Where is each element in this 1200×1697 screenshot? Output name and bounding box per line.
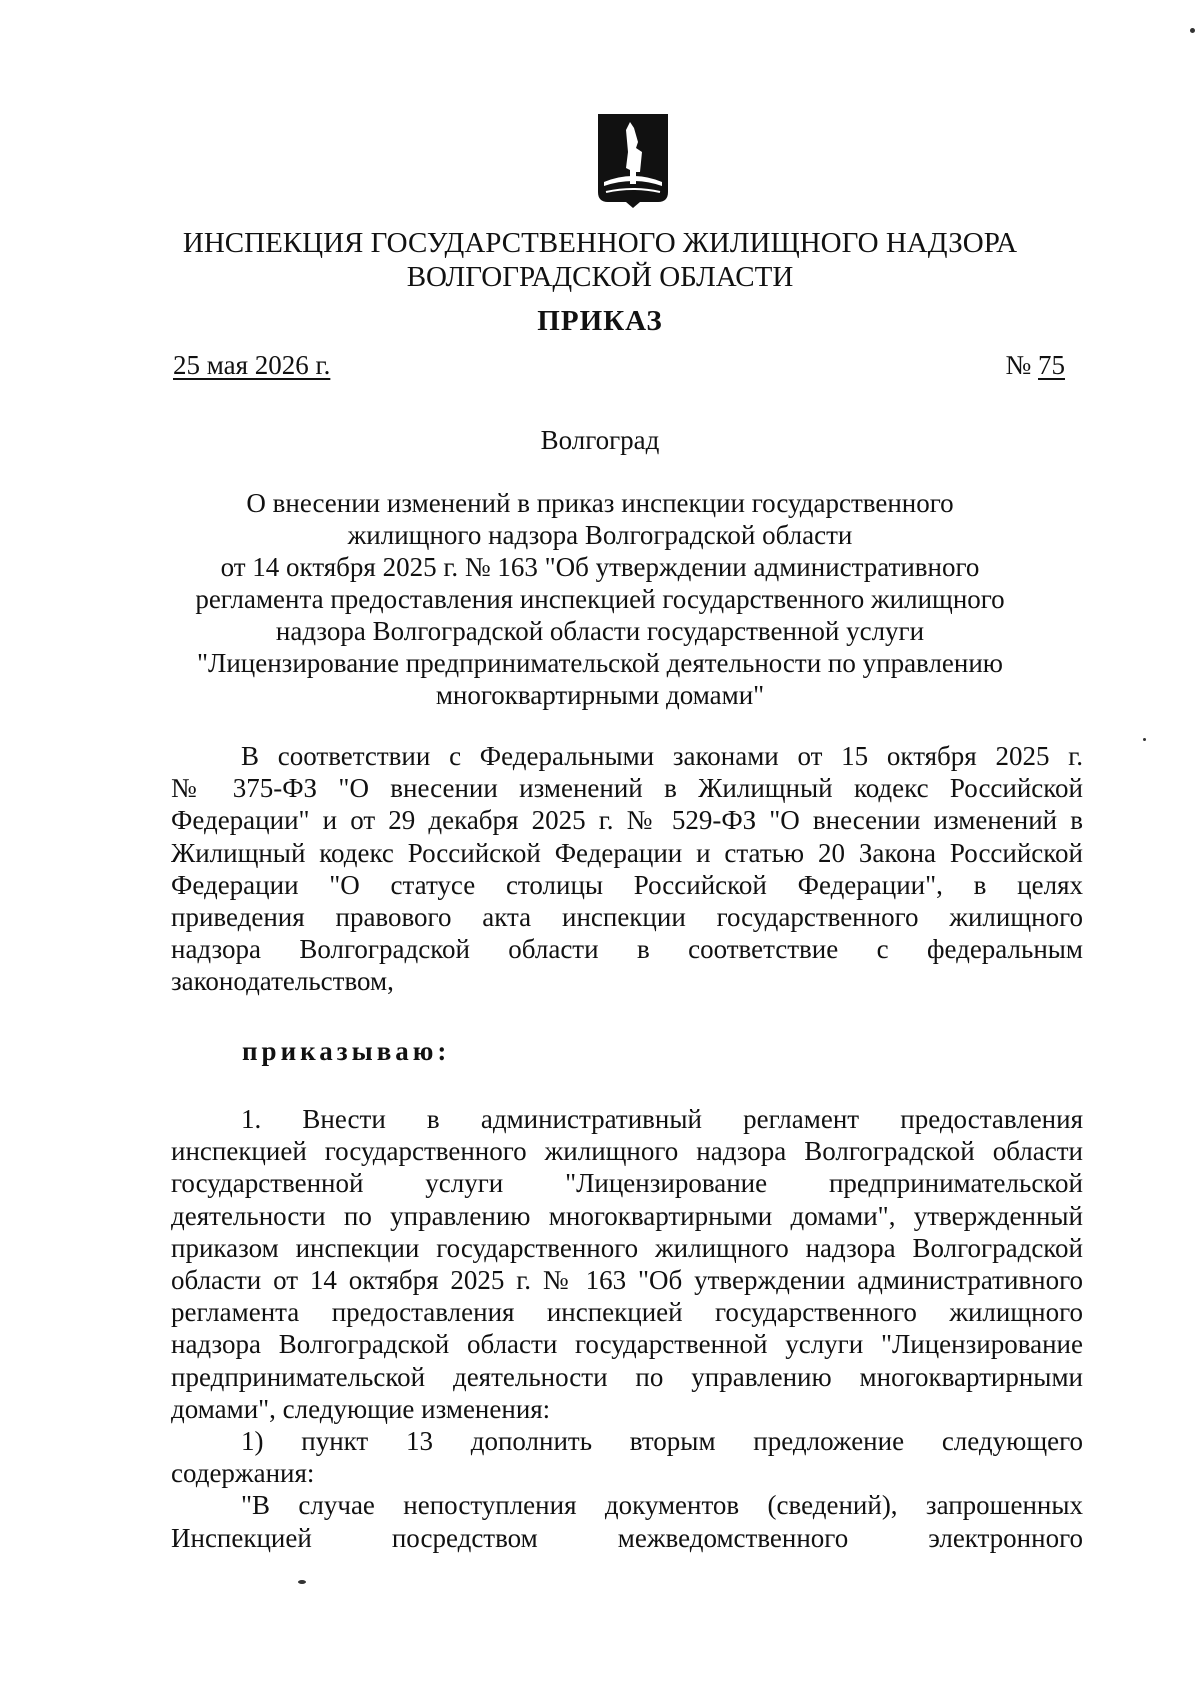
organization-name xyxy=(0,226,1200,294)
text-line: законодательством, xyxy=(171,966,394,997)
number-prefix: № xyxy=(1005,350,1032,380)
text-line: домами", следующие изменения: xyxy=(171,1393,551,1424)
document-title xyxy=(0,487,1200,711)
title-line: от 14 октября 2025 г. № 163 "Об утверждении административного xyxy=(220,552,980,582)
text-line: приказом инспекции государственного жилищного надзора Волгоградской xyxy=(171,1232,1083,1263)
order-word: приказываю: xyxy=(242,1036,451,1066)
scan-speck xyxy=(298,1580,306,1584)
document-date: 25 мая 2026 г. xyxy=(173,350,331,380)
text-line: содержания: xyxy=(171,1458,315,1489)
title-line: надзора Волгоградской области государственной услуги xyxy=(275,616,925,646)
text-line: Жилищный кодекс Российской Федерации и статью 20 Закона Российской xyxy=(171,837,1083,868)
title-line: О внесении изменений в приказ инспекции государственного xyxy=(246,488,954,518)
text-line: надзора Волгоградской области государственной услуги "Лицензирование xyxy=(171,1329,1083,1360)
scan-speck xyxy=(1143,738,1146,741)
title-line: регламента предоставления инспекцией государственного жилищного xyxy=(195,584,1005,614)
org-line-2: ВОЛГОГРАДСКОЙ ОБЛАСТИ xyxy=(406,261,794,293)
text-line: государственной услуги "Лицензирование предпринимательской xyxy=(171,1168,1083,1199)
document-number xyxy=(1005,350,1065,381)
coat-of-arms-icon xyxy=(596,112,670,208)
text-line: надзора Волгоградской области в соответствие с федеральным xyxy=(171,934,1083,965)
text-line: Федерации "О статусе столицы Российской Федерации", в целях xyxy=(171,869,1083,900)
scan-speck xyxy=(1190,28,1195,33)
text-line: предпринимательской деятельности по управлению многоквартирными xyxy=(171,1361,1083,1392)
text-line: приведения правового акта инспекции государственного жилищного xyxy=(171,902,1083,933)
preamble-paragraph xyxy=(171,740,1083,998)
text-line: Инспекцией посредством межведомственного электронного xyxy=(171,1522,1083,1553)
text-line: 1) пункт 13 дополнить вторым предложение следующего xyxy=(241,1426,1083,1457)
text-line: "В случае непоступления документов (сведений), запрошенных xyxy=(241,1490,1083,1521)
text-line: деятельности по управлению многоквартирными домами", утвержденный xyxy=(171,1200,1083,1231)
text-line: 1. Внести в административный регламент предоставления xyxy=(241,1104,1083,1134)
text-line: инспекцией государственного жилищного надзора Волгоградской области xyxy=(171,1136,1083,1167)
text-line: регламента предоставления инспекцией государственного жилищного xyxy=(171,1297,1083,1328)
text-line: В соответствии с Федеральными законами от 15 октября 2025 г. xyxy=(241,741,1083,771)
city: Волгоград xyxy=(540,425,660,455)
org-line-1: ИНСПЕКЦИЯ ГОСУДАРСТВЕННОГО ЖИЛИЩНОГО НАДЗОРА xyxy=(182,227,1018,259)
order-body xyxy=(171,1103,1083,1554)
text-line: Федерации" и от 29 декабря 2025 г. № 529-ФЗ "О внесении изменений в xyxy=(171,805,1083,836)
number-value: 75 xyxy=(1038,350,1065,380)
title-line: "Лицензирование предпринимательской деятельности по управлению xyxy=(197,648,1003,678)
title-line: многоквартирными домами" xyxy=(435,680,765,710)
document-type: ПРИКАЗ xyxy=(537,305,663,337)
text-line: № 375-ФЗ "О внесении изменений в Жилищный кодекс Российской xyxy=(171,773,1083,804)
text-line: области от 14 октября 2025 г. № 163 "Об утверждении административного xyxy=(171,1265,1083,1296)
title-line: жилищного надзора Волгоградской области xyxy=(347,520,853,550)
